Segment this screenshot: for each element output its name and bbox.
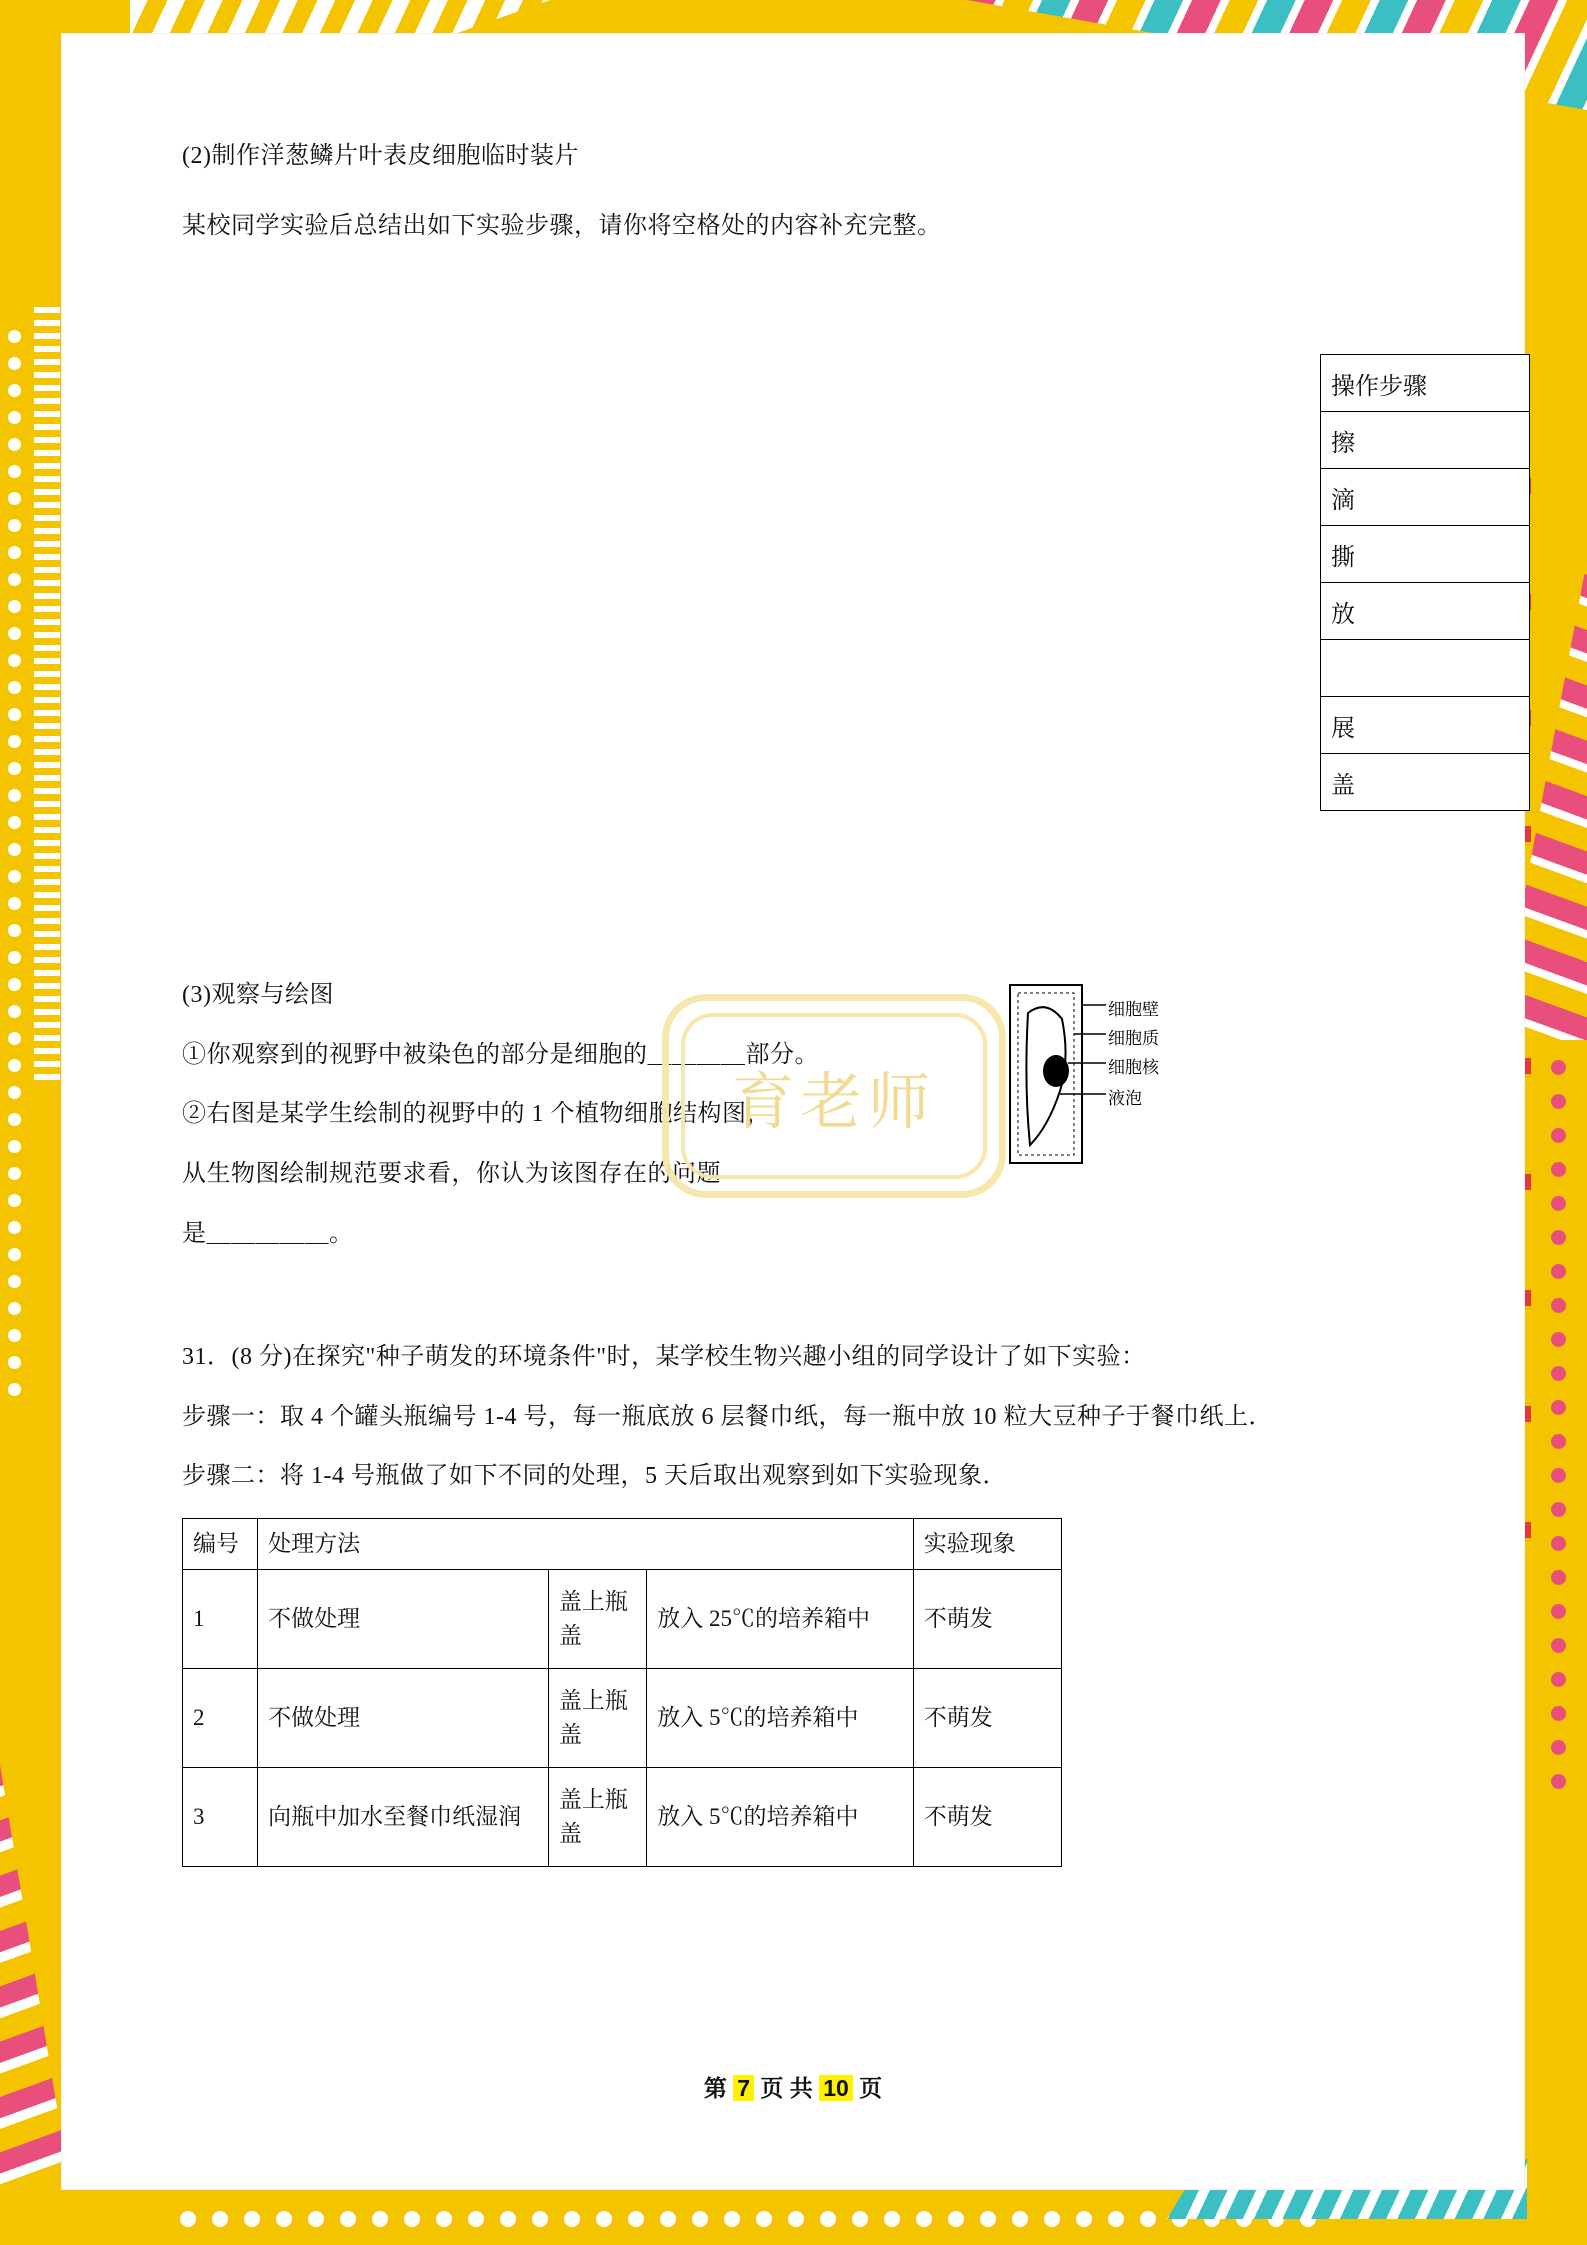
- question-31: [182, 1335, 1412, 1867]
- header-method: 处理方法: [258, 1518, 914, 1570]
- section3-line4: 是＿＿＿＿＿。: [182, 1220, 354, 1247]
- label-nucleus: 细胞核: [1108, 1058, 1159, 1077]
- label-cytoplasm: 细胞质: [1108, 1029, 1159, 1048]
- header-no: 编号: [183, 1518, 258, 1570]
- step-cell: 滴: [1321, 469, 1530, 526]
- cell-treatment: 放入 5℃的培养箱中: [647, 1768, 914, 1867]
- label-cell-wall: 细胞壁: [1108, 1000, 1159, 1019]
- table-row: [183, 1669, 1062, 1768]
- section2-intro: 某校同学实验后总结出如下实验步骤，请你将空格处的内容补充完整。: [182, 212, 942, 239]
- cell-no: 3: [183, 1768, 258, 1867]
- section2-title: (2)制作洋葱鳞片叶表皮细胞临时装片: [182, 143, 579, 169]
- step-cell: 盖: [1321, 754, 1530, 811]
- cell-lid: 盖上瓶盖: [548, 1768, 646, 1867]
- footer-prefix: 第: [703, 2075, 727, 2101]
- cell-result: 不萌发: [913, 1768, 1061, 1867]
- cell-result: 不萌发: [913, 1669, 1061, 1768]
- cell-method: 不做处理: [258, 1570, 549, 1669]
- footer-total-pages: 10: [819, 2075, 853, 2101]
- cell-lid: 盖上瓶盖: [548, 1669, 646, 1768]
- watermark: [662, 994, 1006, 1198]
- step-cell: 擦: [1321, 412, 1530, 469]
- q31-step1: 步骤一：取 4 个罐头瓶编号 1-4 号，每一瓶底放 6 层餐巾纸，每一瓶中放 10 粒大豆种子于餐巾纸上．: [182, 1403, 1273, 1430]
- step-cell: 撕: [1321, 526, 1530, 583]
- cell-method: 向瓶中加水至餐巾纸湿润: [258, 1768, 549, 1867]
- cell-treatment: 放入 5℃的培养箱中: [647, 1669, 914, 1768]
- table-row: [183, 1768, 1062, 1867]
- decor-left-corner: [0, 1765, 70, 2185]
- decor-right-dots: [1551, 1060, 1577, 1800]
- step-cell: 放: [1321, 583, 1530, 640]
- section3-line2: ②右图是某学生绘制的视野中的 1 个植物细胞结构图，: [182, 1101, 771, 1128]
- decor-bottom-dots: [180, 2209, 1340, 2235]
- exam-paper-page: [62, 34, 1524, 2189]
- cell-no: 1: [183, 1570, 258, 1669]
- table-row: [183, 1570, 1062, 1669]
- footer-suffix: 页: [859, 2075, 883, 2101]
- footer-page-number: 7: [733, 2075, 754, 2101]
- step-cell: [1321, 640, 1530, 697]
- decor-left-bar: [34, 300, 60, 1080]
- header-result: 实验现象: [913, 1518, 1061, 1570]
- cell-no: 2: [183, 1669, 258, 1768]
- table-header-row: [183, 1518, 1062, 1570]
- q31-step2: 步骤二：将 1-4 号瓶做了如下不同的处理，5 天后取出观察到如下实验现象．: [182, 1463, 1007, 1490]
- cell-method: 不做处理: [258, 1669, 549, 1768]
- cell-treatment: 放入 25℃的培养箱中: [647, 1570, 914, 1669]
- cell-lid: 盖上瓶盖: [548, 1570, 646, 1669]
- footer-middle: 页 共: [760, 2075, 813, 2101]
- section3-line1: ①你观察到的视野中被染色的部分是细胞的＿＿＿＿部分。: [182, 1041, 819, 1068]
- steps-header: 操作步骤: [1321, 355, 1530, 412]
- cell-result: 不萌发: [913, 1570, 1061, 1669]
- label-vacuole: 液泡: [1108, 1089, 1142, 1108]
- operation-steps-table: [1320, 354, 1530, 811]
- section3-line3: 从生物图绘制规范要求看，你认为该图存在的问题: [182, 1160, 721, 1187]
- q31-stem: 31．(8 分)在探究"种子萌发的环境条件"时，某学校生物兴趣小组的同学设计了如下实验：: [182, 1344, 1146, 1371]
- experiment-table: [182, 1518, 1062, 1868]
- watermark-text: 育老师: [731, 1068, 936, 1137]
- decor-left-dots: [6, 330, 28, 1430]
- plant-cell-diagram: [1002, 979, 1262, 1179]
- page-footer: [62, 2070, 1524, 2103]
- section3-title: (3)观察与绘图: [182, 982, 334, 1009]
- step-cell: 展: [1321, 697, 1530, 754]
